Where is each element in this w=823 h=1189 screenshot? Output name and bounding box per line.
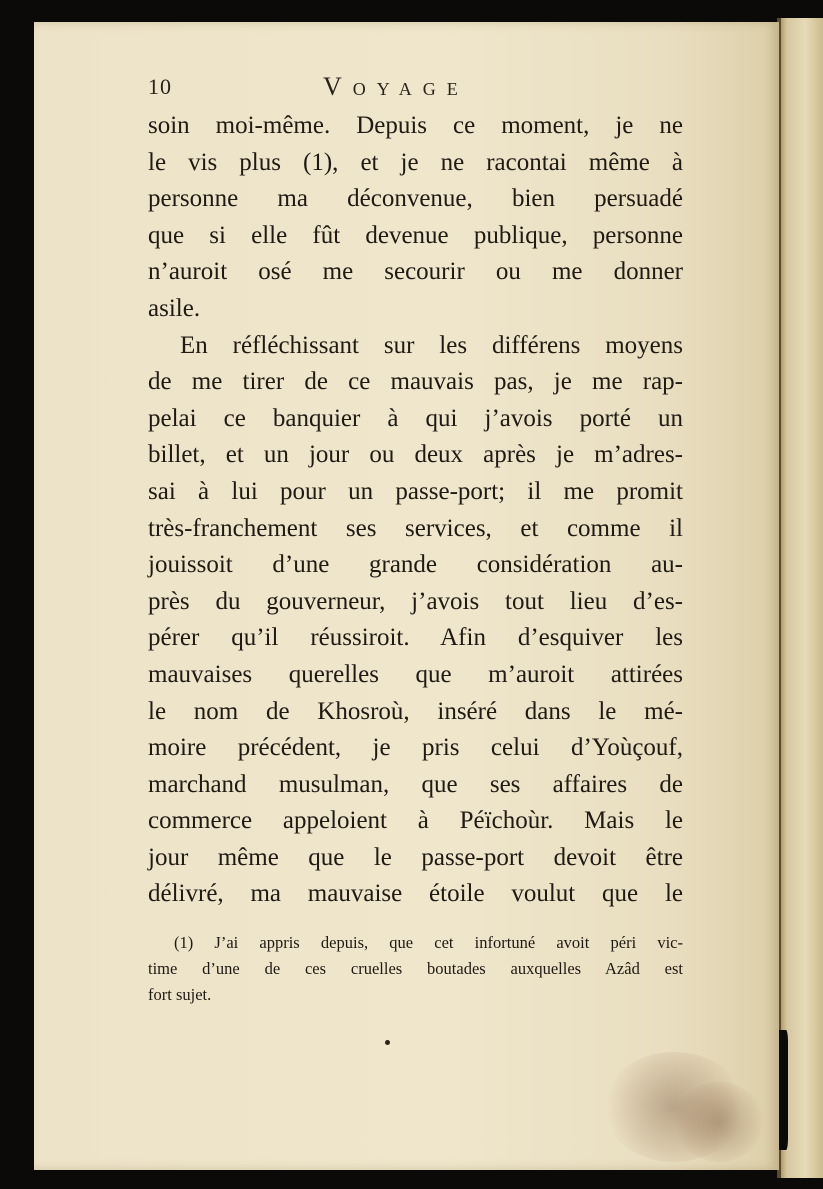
text-line: jour même que le passe-port devoit être: [148, 843, 683, 871]
text-line: mauvaises querelles que m’auroit attirées: [148, 660, 683, 688]
text-line: personne ma déconvenue, bien persuadé: [148, 185, 683, 213]
text-line: délivré, ma mauvaise étoile voulut que le: [148, 880, 683, 908]
facing-page-edge: [779, 18, 823, 1178]
text-line: pelai ce banquier à qui j’avois porté un: [148, 404, 683, 432]
text-line: En réfléchissant sur les différens moyens: [180, 331, 683, 359]
ink-speck: [385, 1040, 390, 1045]
page-header: [148, 72, 693, 104]
page-number: 10: [148, 74, 172, 99]
text-line: moire précédent, je pris celui d’Yoùçouf,: [148, 734, 683, 762]
running-title: Voyage: [323, 72, 469, 101]
text-line: n’auroit osé me secourir ou me donner: [148, 258, 683, 286]
text-line: le vis plus (1), et je ne racontai même à: [148, 148, 683, 176]
text-line: très-franchement ses services, et comme il: [148, 514, 683, 542]
text-line: soin moi-même. Depuis ce moment, je ne: [148, 112, 683, 139]
text-line: jouissoit d’une grande considération au-: [148, 551, 683, 579]
text-line: sai à lui pour un passe-port; il me promit: [148, 477, 683, 505]
footnote-line: time d’une de ces cruelles boutades auxquelles Azâd est: [148, 959, 683, 978]
body-text: [148, 108, 683, 913]
footnote-line: fort sujet.: [148, 985, 212, 1004]
text-line: asile.: [148, 294, 201, 322]
text-line: commerce appeloient à Péïchoùr. Mais le: [148, 807, 683, 835]
text-line: de me tirer de ce mauvais pas, je me rap-: [148, 368, 683, 396]
text-line: près du gouverneur, j’avois tout lieu d’es-: [148, 587, 683, 615]
footnote-line: (1) J’ai appris depuis, que cet infortuné avoit péri vic-: [174, 933, 683, 952]
text-line: le nom de Khosroù, inséré dans le mé-: [148, 697, 683, 725]
text-line: billet, et un jour ou deux après je m’adres-: [148, 441, 683, 469]
foxing-stain: [674, 1082, 764, 1162]
text-line: pérer qu’il réussiroit. Afin d’esquiver les: [148, 624, 683, 652]
footnote: [148, 930, 683, 1008]
text-line: que si elle fût devenue publique, personne: [148, 221, 683, 249]
text-line: marchand musulman, que ses affaires de: [148, 770, 683, 798]
